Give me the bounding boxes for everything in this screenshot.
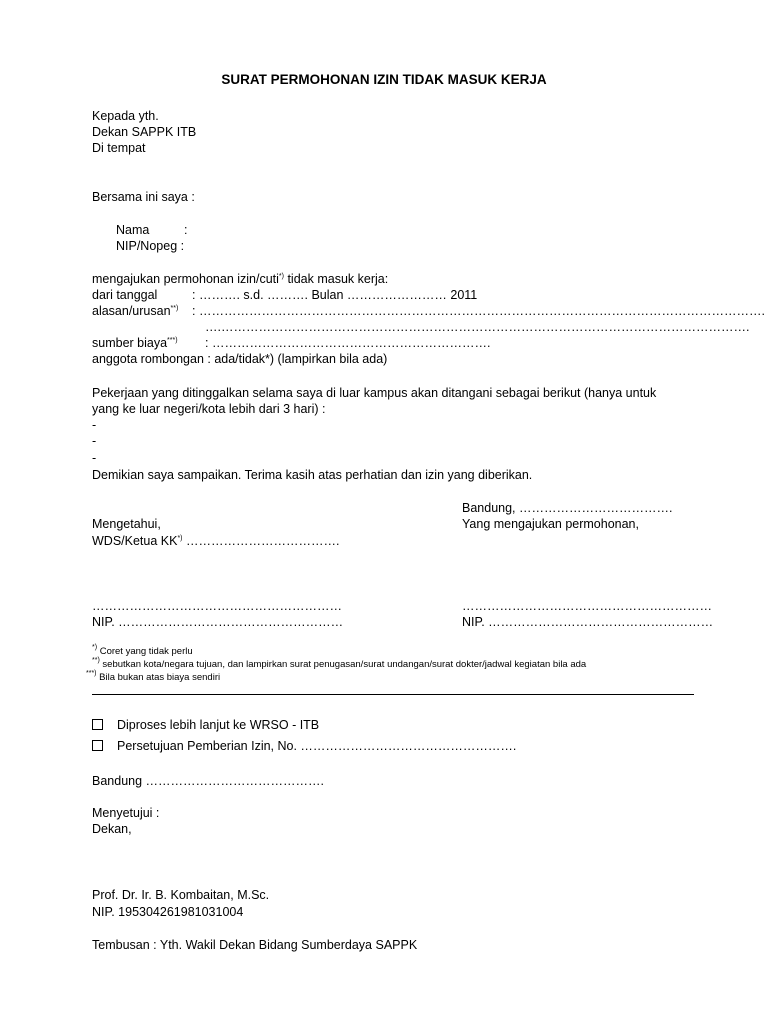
nama-colon: :	[184, 223, 188, 237]
footnote-text: sebutkan kota/negara tujuan, dan lampirkan surat penugasan/surat undangan/surat dokter/jadwal kegiatan bila ada	[99, 659, 587, 670]
cost-value: : ………………………………………………………….	[205, 336, 491, 350]
reason-continuation: ….……………………………………………………………………………………………………………….	[205, 320, 750, 334]
dean-title: Dekan,	[92, 822, 132, 836]
handover-bullet: -	[92, 451, 97, 465]
checkbox-icon[interactable]	[92, 719, 103, 730]
cost-label-text: sumber biaya	[92, 336, 168, 350]
handover-line: yang ke luar negeri/kota lebih dari 3 hari) :	[92, 402, 326, 416]
applicant-title: Yang mengajukan permohonan,	[462, 517, 639, 531]
acknowledge-title: Mengetahui,	[92, 517, 161, 531]
place-date: Bandung, ……………………………….	[462, 501, 673, 515]
right-nip: NIP. ………………………………………………	[462, 615, 714, 629]
handover-bullet: -	[92, 434, 97, 448]
divider-line	[92, 694, 694, 695]
checkbox-icon[interactable]	[92, 740, 103, 751]
handover-bullet: -	[92, 418, 97, 432]
cc-line: Tembusan : Yth. Wakil Dekan Bidang Sumberdaya SAPPK	[92, 938, 418, 952]
cost-label	[92, 335, 178, 352]
date-label: dari tanggal	[92, 288, 158, 302]
handover-line: Pekerjaan yang ditinggalkan selama saya di luar kampus akan ditangani sebagai berikut (hanya untuk	[92, 386, 657, 400]
date-value: : ………. s.d. ………. Bulan …………………… 2011	[192, 288, 478, 302]
reason-label-text: alasan/urusan	[92, 304, 171, 318]
wds-dots: ……………………………….	[182, 534, 340, 548]
cost-sup: ***)	[167, 337, 178, 344]
request-suffix: tidak masuk kerja:	[283, 272, 389, 286]
footnote	[92, 646, 193, 658]
recipient-line: Kepada yth.	[92, 109, 159, 123]
approve-label: Menyetujui :	[92, 806, 160, 820]
wds-label: WDS/Ketua KK	[92, 534, 178, 548]
checkbox-row	[92, 738, 516, 755]
reason-sup: **)	[170, 305, 179, 312]
request-line	[92, 271, 388, 288]
footnote-mark: ***)	[86, 670, 97, 677]
nip-label: NIP/Nopeg :	[116, 239, 185, 253]
intro-text: Bersama ini saya :	[92, 190, 195, 204]
reason-value: : ……………………………………………………………………………………………………………………….	[192, 304, 765, 318]
page-title: SURAT PERMOHONAN IZIN TIDAK MASUK KERJA	[221, 72, 547, 87]
wds-sup: *)	[177, 535, 183, 542]
footnote-mark: *)	[92, 644, 98, 651]
footnote-text: Bila bukan atas biaya sendiri	[96, 672, 221, 683]
footnote-mark: **)	[92, 657, 100, 664]
footnote	[86, 672, 220, 684]
dean-name: Prof. Dr. Ir. B. Kombaitan, M.Sc.	[92, 888, 270, 902]
request-sup: *)	[278, 273, 284, 280]
left-nip: NIP. ………………………………………………	[92, 615, 344, 629]
footnote	[92, 659, 586, 671]
dean-nip: NIP. 195304261981031004	[92, 905, 244, 919]
nama-label: Nama	[116, 223, 150, 237]
reason-label	[92, 303, 178, 320]
recipient-line: Di tempat	[92, 141, 146, 155]
office-place-date: Bandung …………………………………….	[92, 774, 324, 788]
wds-line	[92, 533, 339, 550]
right-signature-line: ……………………………………………………	[462, 599, 712, 613]
request-prefix: mengajukan permohonan izin/cuti	[92, 272, 279, 286]
checkbox-label: Diproses lebih lanjut ke WRSO - ITB	[117, 718, 320, 732]
checkbox-label: Persetujuan Pemberian Izin, No. …………………………………………….	[117, 739, 517, 753]
recipient-line: Dekan SAPPK ITB	[92, 125, 197, 139]
footnote-text: Coret yang tidak perlu	[97, 646, 193, 657]
left-signature-line: ……………………………………………………	[92, 599, 342, 613]
checkbox-row	[92, 717, 319, 734]
closing-text: Demikian saya sampaikan. Terima kasih atas perhatian dan izin yang diberikan.	[92, 468, 533, 482]
group-line: anggota rombongan : ada/tidak*) (lampirkan bila ada)	[92, 352, 388, 366]
